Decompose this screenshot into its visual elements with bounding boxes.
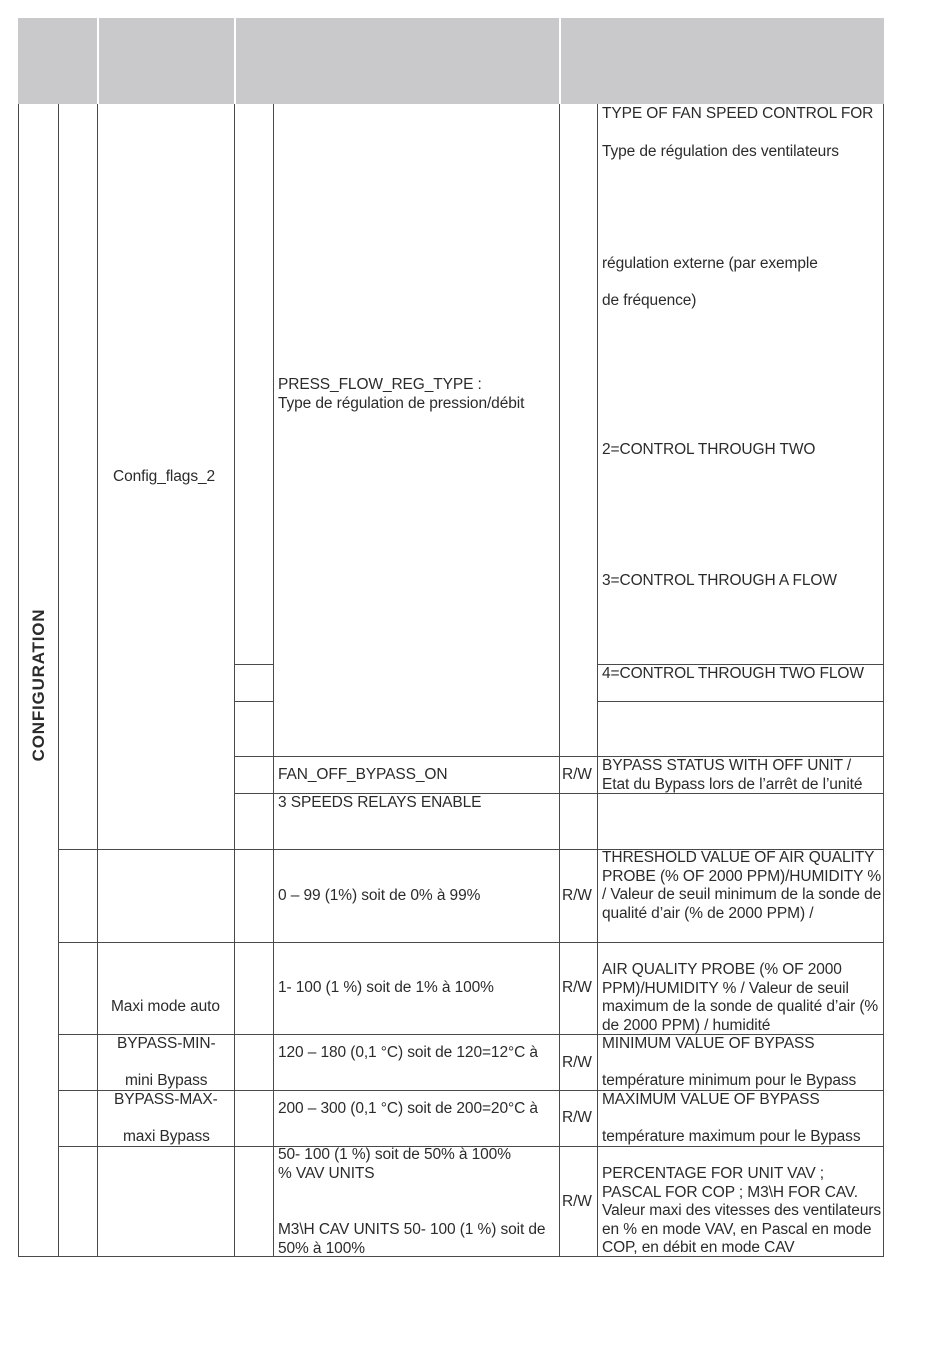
grid-line <box>597 104 598 1257</box>
desc-line: MAXIMUM VALUE OF BYPASS <box>602 1091 820 1108</box>
section-label-text: CONFIGURATION <box>29 608 48 762</box>
header-divider <box>234 18 236 104</box>
value-range: 1- 100 (1 %) soit de 1% à 100% <box>278 979 494 996</box>
grid-line <box>559 104 560 1257</box>
section-label <box>28 520 50 850</box>
description: PERCENTAGE FOR UNIT VAV ; PASCAL FOR COP ; M3\H FOR CAV. Valeur maxi des vitesses des ventilateurs en % en mode VAV, en Pascal en mode COP, en débit en mode CAV <box>602 1165 882 1256</box>
grid-line <box>597 701 884 702</box>
grid-line <box>234 104 235 1257</box>
value-range: 200 – 300 (0,1 °C) soit de 200=20°C à <box>278 1100 538 1117</box>
param-subname: maxi Bypass <box>123 1128 210 1145</box>
access-mode: R/W <box>562 1109 592 1126</box>
access-mode: R/W <box>562 1054 592 1071</box>
desc-line: MINIMUM VALUE OF BYPASS <box>602 1035 815 1052</box>
grid-line <box>234 664 274 665</box>
desc-line: régulation externe (par exemple <box>602 255 818 272</box>
header-divider <box>97 18 99 104</box>
header-divider <box>559 18 561 104</box>
param-name: Maxi mode auto <box>111 998 220 1015</box>
value-range: 50- 100 (1 %) soit de 50% à 100% <box>278 1146 511 1163</box>
grid-line <box>273 104 274 1257</box>
desc-line: température maximum pour le Bypass <box>602 1128 861 1145</box>
param-name: BYPASS-MAX- <box>114 1091 218 1108</box>
param-name: FAN_OFF_BYPASS_ON <box>278 766 448 783</box>
access-mode: R/W <box>562 1193 592 1210</box>
grid-line <box>234 701 274 702</box>
grid-line <box>18 104 19 1257</box>
value-range: % VAV UNITS <box>278 1165 375 1182</box>
access-mode: R/W <box>562 887 592 904</box>
desc-line: de fréquence) <box>602 292 697 309</box>
desc-line: Type de régulation des ventilateurs <box>602 143 839 160</box>
desc-option: 3=CONTROL THROUGH A FLOW <box>602 572 837 589</box>
desc-line: BYPASS STATUS WITH OFF UNIT / <box>602 757 852 774</box>
table-header-bg <box>18 18 884 104</box>
desc-line: température minimum pour le Bypass <box>602 1072 857 1089</box>
desc-line: Etat du Bypass lors de l’arrêt de l’unité <box>602 776 863 793</box>
value-range: 120 – 180 (0,1 °C) soit de 120=12°C à <box>278 1044 538 1061</box>
access-mode: R/W <box>562 766 592 783</box>
desc-line: TYPE OF FAN SPEED CONTROL FOR <box>602 105 874 122</box>
access-mode: R/W <box>562 979 592 996</box>
param-name: 3 SPEEDS RELAYS ENABLE <box>278 794 482 811</box>
grid-line <box>58 104 59 1257</box>
description: THRESHOLD VALUE OF AIR QUALITY PROBE (% OF 2000 PPM)/HUMIDITY % / Valeur de seuil minimum de la sonde de qualité d’air (% de 2000 PPM) / <box>602 849 882 922</box>
desc-option: 4=CONTROL THROUGH TWO FLOW <box>602 665 864 682</box>
press-flow-subtitle: Type de régulation de pression/débit <box>278 395 525 412</box>
value-range: 0 – 99 (1%) soit de 0% à 99% <box>278 887 481 904</box>
description: AIR QUALITY PROBE (% OF 2000 PPM)/HUMIDITY % / Valeur de seuil maximum de la sonde de qualité d’air (% de 2000 PPM) / humidité <box>602 961 879 1034</box>
value-range: M3\H CAV UNITS 50- 100 (1 %) soit de 50% à 100% <box>278 1221 546 1257</box>
press-flow-title: PRESS_FLOW_REG_TYPE : <box>278 376 482 393</box>
grid-line <box>97 104 98 1257</box>
grid-line <box>58 942 884 943</box>
desc-option: 2=CONTROL THROUGH TWO <box>602 441 816 458</box>
param-name: BYPASS-MIN- <box>117 1035 216 1052</box>
grid-line <box>883 104 884 1257</box>
param-subname: mini Bypass <box>125 1072 208 1089</box>
param-name: Config_flags_2 <box>113 468 216 485</box>
